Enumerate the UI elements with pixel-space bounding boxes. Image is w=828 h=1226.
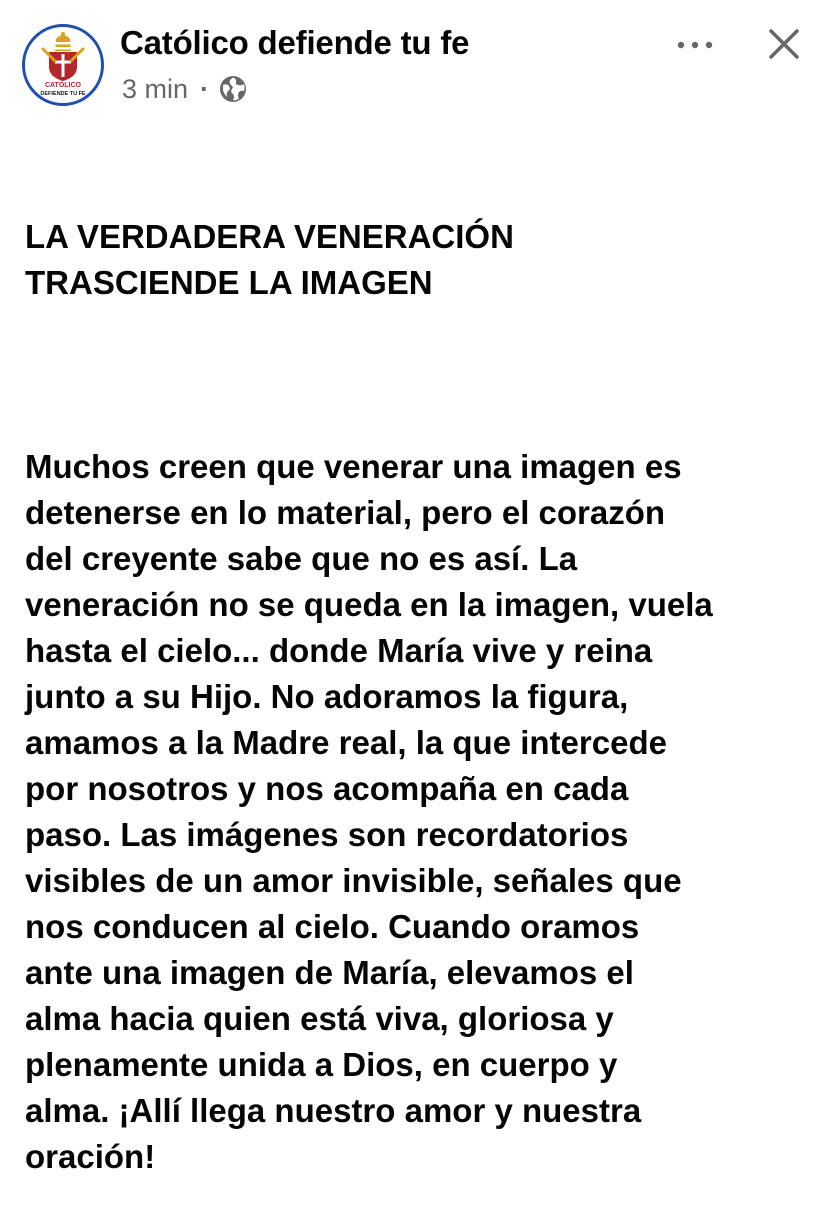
post-text: Muchos creen que venerar una imagen es detenerse en lo material, pero el corazón del creyente sabe que no es así. La veneración no se queda en la imagen, vuela hasta el cielo... donde María vive y reina junto a su Hijo. No adoramos la figura, amamos a la Madre real, la que intercede por nosotros y nos acompaña en cada paso. Las imágenes son recordatorios visibles de un amor invisible, señales que nos conducen al cielo. Cuando oramos ante una imagen de María, elevamos el alma hacia quien está viva, gloriosa y plenamente unida a Dios, en cuerpo y alma. ¡Allí llega nuestro amor y nuestra oración! xyxy=(25,448,713,1175)
close-icon xyxy=(767,27,801,66)
catolico-logo-icon xyxy=(25,27,101,103)
close-post-button[interactable] xyxy=(760,22,808,70)
post-header xyxy=(0,0,828,110)
post-timestamp[interactable]: 3 min xyxy=(122,73,189,104)
globe-icon xyxy=(218,74,248,104)
post-title: LA VERDADERA VENERACIÓN TRASCIENDE LA IMAGEN xyxy=(25,218,514,301)
more-options-button[interactable] xyxy=(672,26,718,66)
svg-text:DEFIENDE TU FE: DEFIENDE TU FE xyxy=(40,91,86,97)
page-name-link[interactable]: Católico defiende tu fe xyxy=(120,24,470,61)
page-avatar[interactable] xyxy=(22,24,104,106)
post-content xyxy=(25,122,815,1226)
more-horizontal-icon xyxy=(675,37,715,55)
post-meta xyxy=(122,71,248,107)
meta-separator: · xyxy=(200,73,210,104)
svg-text:CATÓLICO: CATÓLICO xyxy=(44,82,82,89)
